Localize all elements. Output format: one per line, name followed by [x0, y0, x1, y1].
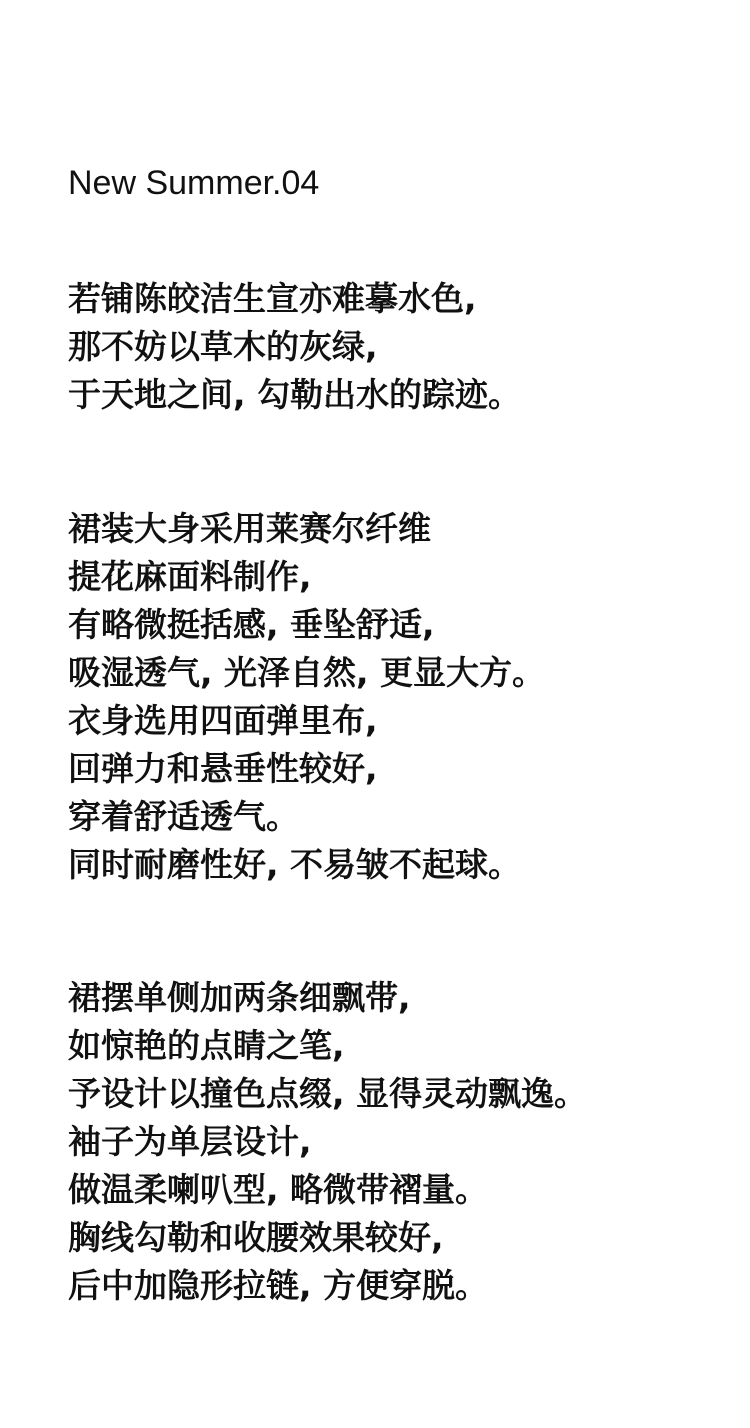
paragraph-line: 若铺陈皎洁生宣亦难摹水色,: [68, 279, 477, 318]
paragraph-line: 如惊艳的点睛之笔,: [68, 1026, 345, 1065]
paragraph-line: 袖子为单层设计,: [68, 1122, 312, 1161]
page-title: New Summer.04: [68, 164, 320, 202]
paragraph-line: 予设计以撞色点缀, 显得灵动飘逸。: [68, 1074, 588, 1113]
paragraph-line: 吸湿透气, 光泽自然, 更显大方。: [68, 653, 546, 692]
product-description-page: [68, 0, 728, 1428]
paragraph-line: 那不妨以草木的灰绿,: [68, 327, 378, 366]
paragraph-line: 胸线勾勒和收腰效果较好,: [68, 1218, 444, 1257]
paragraph-line: 有略微挺括感, 垂坠舒适,: [68, 605, 435, 644]
paragraph-line: 做温柔喇叭型, 略微带褶量。: [68, 1170, 489, 1209]
paragraph-line: 提花麻面料制作,: [68, 557, 312, 596]
paragraph-line: 裙装大身采用莱赛尔纤维: [68, 509, 431, 548]
paragraph-line: 裙摆单侧加两条细飘带,: [68, 978, 411, 1017]
paragraph-fabric-mood: [68, 275, 521, 419]
paragraph-line: 回弹力和悬垂性较好,: [68, 749, 378, 788]
paragraph-line: 于天地之间, 勾勒出水的踪迹。: [68, 375, 522, 414]
paragraph-line: 衣身选用四面弹里布,: [68, 701, 378, 740]
paragraph-design-details: [68, 974, 587, 1310]
paragraph-line: 同时耐磨性好, 不易皱不起球。: [68, 845, 522, 884]
paragraph-line: 后中加隐形拉链, 方便穿脱。: [68, 1266, 489, 1305]
paragraph-fabric-details: [68, 505, 545, 889]
paragraph-line: 穿着舒适透气。: [68, 797, 299, 836]
